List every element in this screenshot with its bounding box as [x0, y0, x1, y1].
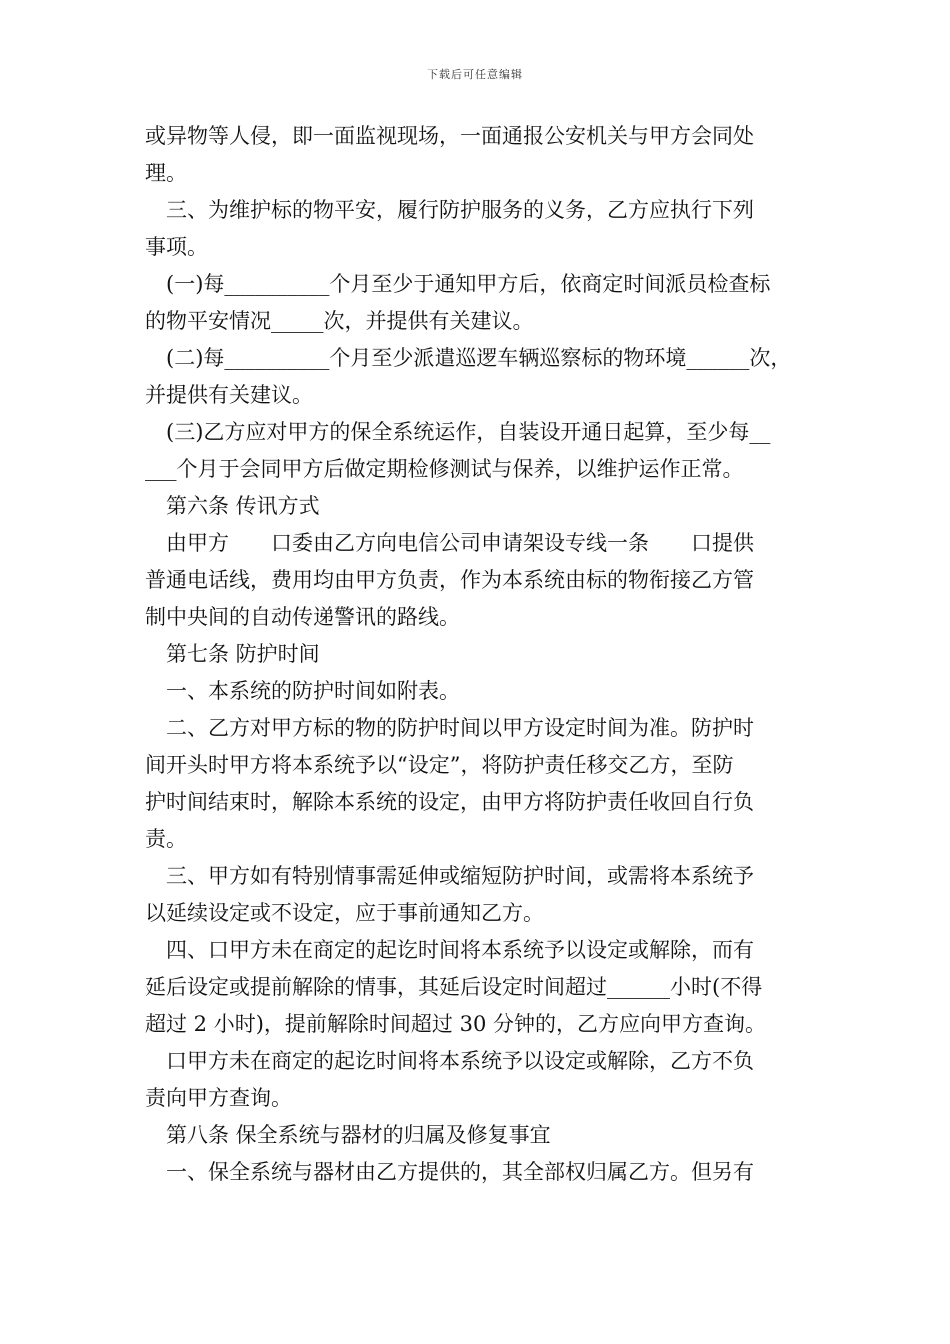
- text-line: 理。: [145, 161, 187, 185]
- text-line: 事项。: [145, 235, 208, 259]
- text-line: (一)每__________个月至少于通知甲方后，依商定时间派员检查标: [145, 272, 771, 296]
- text-line: 一、本系统的防护时间如附表。: [145, 679, 460, 703]
- text-line: 以延续设定或不设定，应于事前通知乙方。: [145, 901, 544, 925]
- text-line: 间开头时甲方将本系统予以“设定”，将防护责任移交乙方，至防: [145, 753, 734, 777]
- text-line: 三、为维护标的物平安，履行防护服务的义务，乙方应执行下列: [145, 198, 754, 222]
- section-heading: 第八条 保全系统与器材的归属及修复事宜: [145, 1123, 551, 1147]
- text-line: ___个月于会同甲方后做定期检修测试与保养，以维护运作正常。: [145, 457, 744, 481]
- text-line: 的物平安情况_____次，并提供有关建议。: [145, 309, 534, 333]
- text-line: 制中央间的自动传递警讯的路线。: [145, 605, 460, 629]
- text-line: 普通电话线，费用均由甲方负责，作为本系统由标的物衔接乙方管: [145, 568, 754, 592]
- text-line: 三、甲方如有特别情事需延伸或缩短防护时间，或需将本系统予: [145, 864, 754, 888]
- document-body: [145, 118, 815, 1191]
- text-line: 或异物等人侵，即一面监视现场，一面通报公安机关与甲方会同处: [145, 124, 754, 148]
- text-line: 延后设定或提前解除的情事，其延后设定时间超过______小时(不得: [145, 975, 763, 999]
- section-heading: 第七条 防护时间: [145, 642, 320, 666]
- text-line: 责向甲方查询。: [145, 1086, 292, 1110]
- page-header: 下载后可任意编辑: [427, 68, 523, 81]
- text-line: 一、保全系统与器材由乙方提供的，其全部权归属乙方。但另有: [145, 1160, 754, 1184]
- text-line: 责。: [145, 827, 187, 851]
- text-line: 由甲方 口委由乙方向电信公司申请架设专线一条 口提供: [145, 531, 754, 555]
- text-line: 并提供有关建议。: [145, 383, 313, 407]
- text-line: 口甲方未在商定的起讫时间将本系统予以设定或解除，乙方不负: [145, 1049, 754, 1073]
- text-line: 超过 2 小时)，提前解除时间超过 30 分钟的，乙方应向甲方查询。: [145, 1012, 766, 1036]
- text-line: (二)每__________个月至少派遣巡逻车辆巡察标的物环境______次，: [145, 346, 792, 370]
- text-line: 护时间结束时，解除本系统的设定，由甲方将防护责任收回自行负: [145, 790, 754, 814]
- text-line: 二、乙方对甲方标的物的防护时间以甲方设定时间为准。防护时: [145, 716, 754, 740]
- text-line: (三)乙方应对甲方的保全系统运作，自装设开通日起算，至少每__: [145, 420, 771, 444]
- text-line: 四、口甲方未在商定的起讫时间将本系统予以设定或解除，而有: [145, 938, 754, 962]
- section-heading: 第六条 传讯方式: [145, 494, 320, 518]
